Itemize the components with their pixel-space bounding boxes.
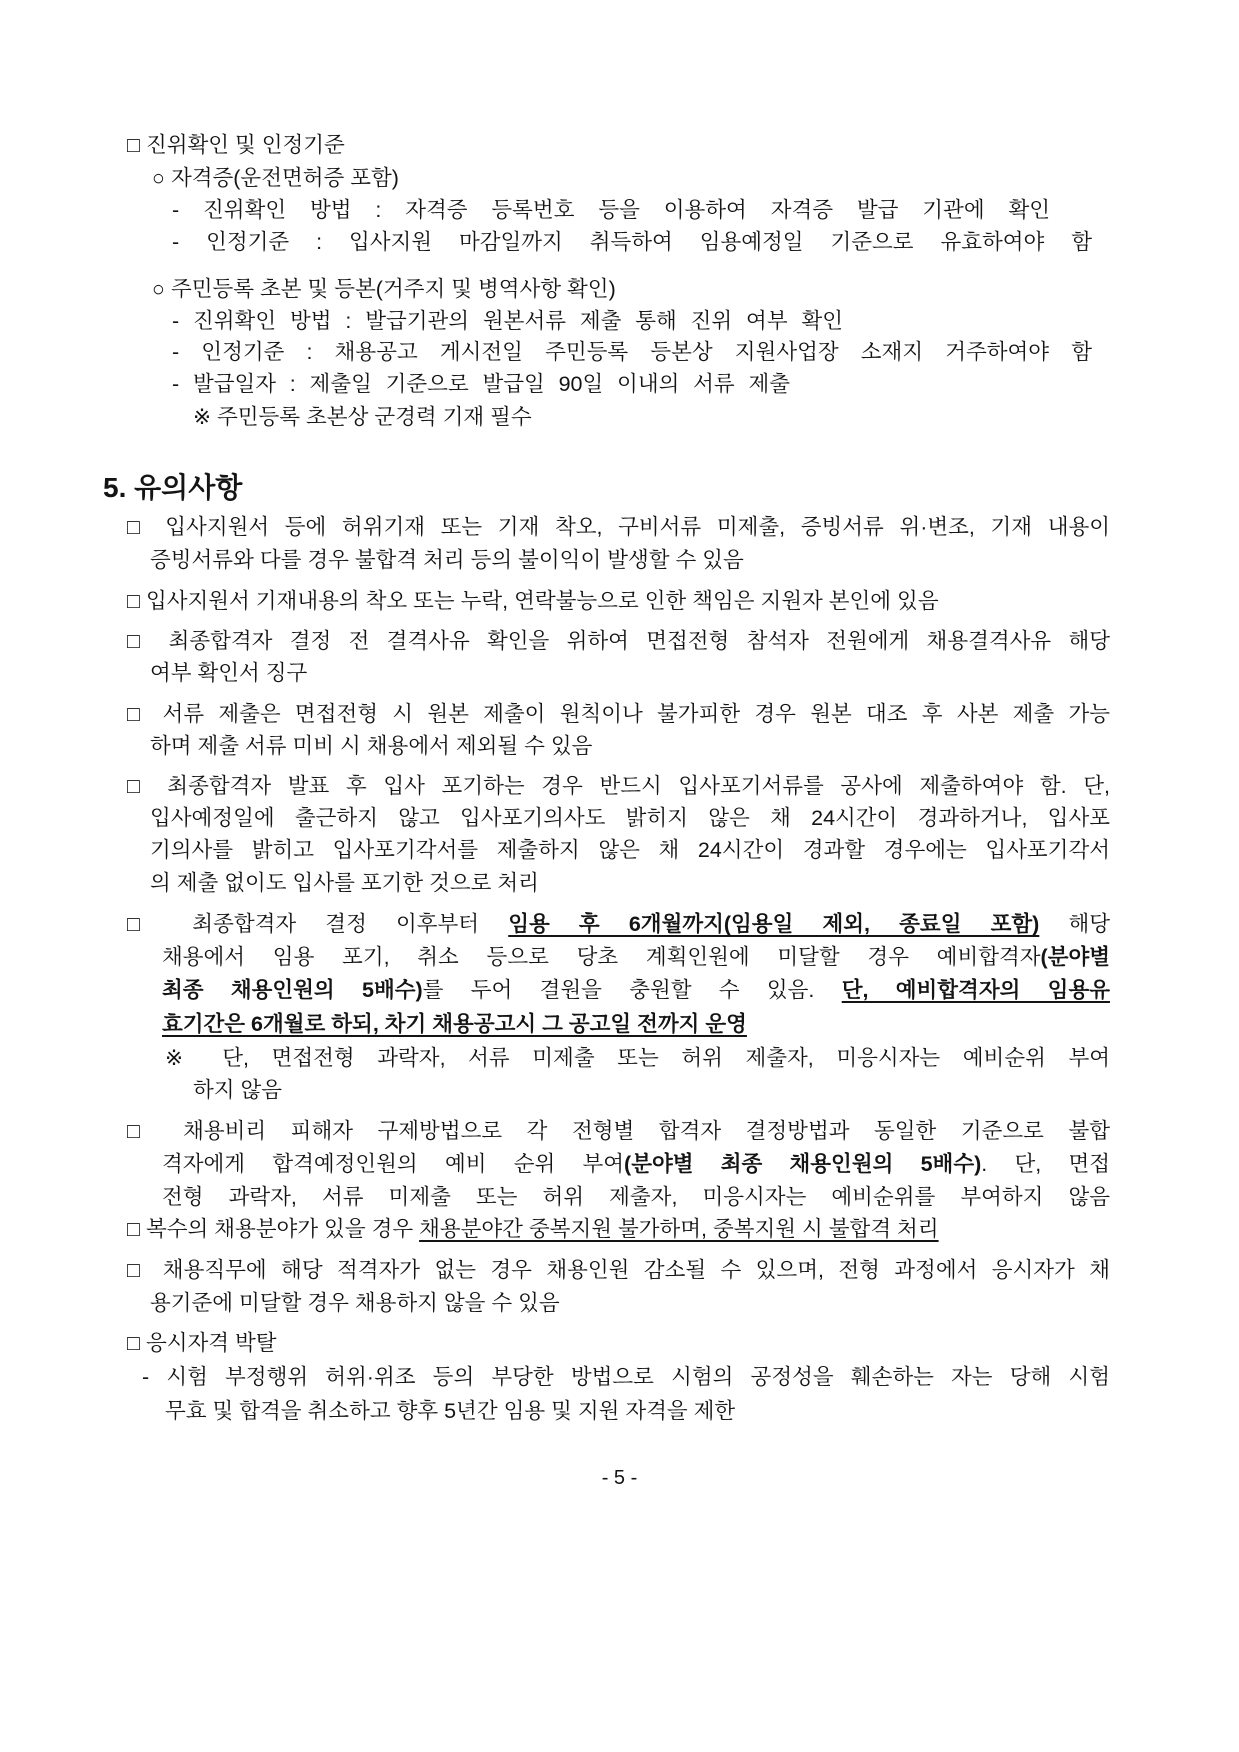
text-segment: 해당 — [1039, 912, 1111, 936]
note-item-line: 여부 확인서 징구 — [150, 661, 308, 685]
bold-underlined-text: 임용 후 6개월까지(임용일 제외, 종료일 포함) — [508, 912, 1040, 936]
text-segment: □ 복수의 채용분야가 있을 경우 — [127, 1217, 420, 1241]
note-item-line: □ 최종합격자 결정 전 결격사유 확인을 위하여 면접전형 참석자 전원에게 채용결격사유 해당 — [127, 629, 1110, 653]
resident-item: - 발급일자 : 제출일 기준으로 발급일 90일 이내의 서류 제출 — [172, 372, 790, 396]
note-item-remark: ※ 단, 면접전형 과락자, 서류 미제출 또는 허위 제출자, 미응시자는 예비순위 부여 — [165, 1046, 1110, 1070]
note-item-remark: 하지 않음 — [193, 1078, 283, 1102]
bold-text: (분야별 최종 채용인원의 5배수) — [624, 1152, 982, 1176]
section-heading-notes: 5. 유의사항 — [103, 472, 243, 503]
text-segment: 채용에서 임용 포기, 취소 등으로 당초 계획인원에 미달할 경우 예비합격자 — [162, 945, 1041, 969]
note-item-line: □ 응시자격 박탈 — [127, 1331, 277, 1355]
note-item-line: □ 채용직무에 해당 적격자가 없는 경우 채용인원 감소될 수 있으며, 전형 과정에서 응시자가 채 — [127, 1258, 1110, 1282]
note-item-line — [127, 908, 1110, 940]
note-item-line: 전형 과락자, 서류 미제출 또는 허위 제출자, 미응시자는 예비순위를 부여하지 않음 — [162, 1185, 1110, 1209]
subsection-title-license: ○ 자격증(운전면허증 포함) — [152, 166, 399, 190]
note-item-line: □ 채용비리 피해자 구제방법으로 각 전형별 합격자 결정방법과 동일한 기준으로 불합 — [127, 1119, 1110, 1143]
note-item-line: 입사예정일에 출근하지 않고 입사포기의사도 밝히지 않은 채 24시간이 경과하거나, 입사포 — [150, 806, 1110, 830]
text-segment: . 단, 면접 — [981, 1152, 1110, 1176]
note-item-line — [127, 1213, 939, 1245]
note-item-line: □ 입사지원서 기재내용의 착오 또는 누락, 연락불능으로 인한 책임은 지원자 본인에 있음 — [127, 589, 939, 613]
note-item-line: 기의사를 밝히고 입사포기각서를 제출하지 않은 채 24시간이 경과할 경우에는 입사포기각서 — [150, 838, 1110, 862]
resident-item: - 진위확인 방법 : 발급기관의 원본서류 제출 통해 진위 여부 확인 — [172, 309, 843, 333]
underlined-text: 채용분야간 중복지원 불가하며, 중복지원 시 불합격 처리 — [419, 1217, 939, 1241]
text-segment: 격자에게 합격예정인원의 예비 순위 부여 — [162, 1152, 625, 1176]
bold-underlined-text: 단, 예비합격자의 임용유 — [841, 978, 1110, 1002]
page-number: - 5 - — [601, 1467, 638, 1489]
note-subitem-line: 무효 및 합격을 취소하고 향후 5년간 임용 및 지원 자격을 제한 — [165, 1399, 736, 1423]
resident-note: ※ 주민등록 초본상 군경력 기재 필수 — [193, 405, 532, 429]
bold-underlined-text: 효기간은 6개월로 하되, 차기 채용공고시 그 공고일 전까지 운영 — [162, 1012, 747, 1036]
text-segment: □ 최종합격자 결정 이후부터 — [127, 912, 509, 936]
resident-item: - 인정기준 : 채용공고 게시전일 주민등록 등본상 지원사업장 소재지 거주하여야 함 — [172, 340, 1092, 364]
note-item-line: 용기준에 미달할 경우 채용하지 않을 수 있음 — [150, 1291, 560, 1315]
subsection-title-resident: ○ 주민등록 초본 및 등본(거주지 및 병역사항 확인) — [152, 277, 616, 301]
note-item-line: 의 제출 없이도 입사를 포기한 것으로 처리 — [150, 871, 539, 895]
bold-text: (분야별 — [1040, 945, 1110, 969]
license-item: - 인정기준 : 입사지원 마감일까지 취득하여 임용예정일 기준으로 유효하여야 함 — [172, 230, 1092, 254]
note-item-line: □ 입사지원서 등에 허위기재 또는 기재 착오, 구비서류 미제출, 증빙서류 위·변조, 기재 내용이 — [127, 515, 1110, 539]
note-item-line: 증빙서류와 다를 경우 불합격 처리 등의 불이익이 발생할 수 있음 — [150, 548, 744, 572]
note-item-line: □ 서류 제출은 면접전형 시 원본 제출이 원칙이나 불가피한 경우 원본 대조 후 사본 제출 가능 — [127, 702, 1110, 726]
note-item-line: □ 최종합격자 발표 후 입사 포기하는 경우 반드시 입사포기서류를 공사에 제출하여야 함. 단, — [127, 774, 1110, 798]
note-item-line — [162, 1148, 1110, 1180]
note-item-line — [162, 941, 1110, 973]
note-item-line — [162, 974, 1110, 1006]
note-item-line — [162, 1008, 747, 1040]
license-item: - 진위확인 방법 : 자격증 등록번호 등을 이용하여 자격증 발급 기관에 확인 — [172, 198, 1050, 222]
text-segment: 를 두어 결원을 충원할 수 있음. — [422, 978, 842, 1002]
note-subitem-line: - 시험 부정행위 허위·위조 등의 부당한 방법으로 시험의 공정성을 훼손하는 자는 당해 시험 — [142, 1365, 1110, 1389]
section-heading-verification: □ 진위확인 및 인정기준 — [127, 133, 345, 157]
note-item-line: 하며 제출 서류 미비 시 채용에서 제외될 수 있음 — [150, 734, 593, 758]
bold-text: 최종 채용인원의 5배수) — [162, 978, 423, 1002]
